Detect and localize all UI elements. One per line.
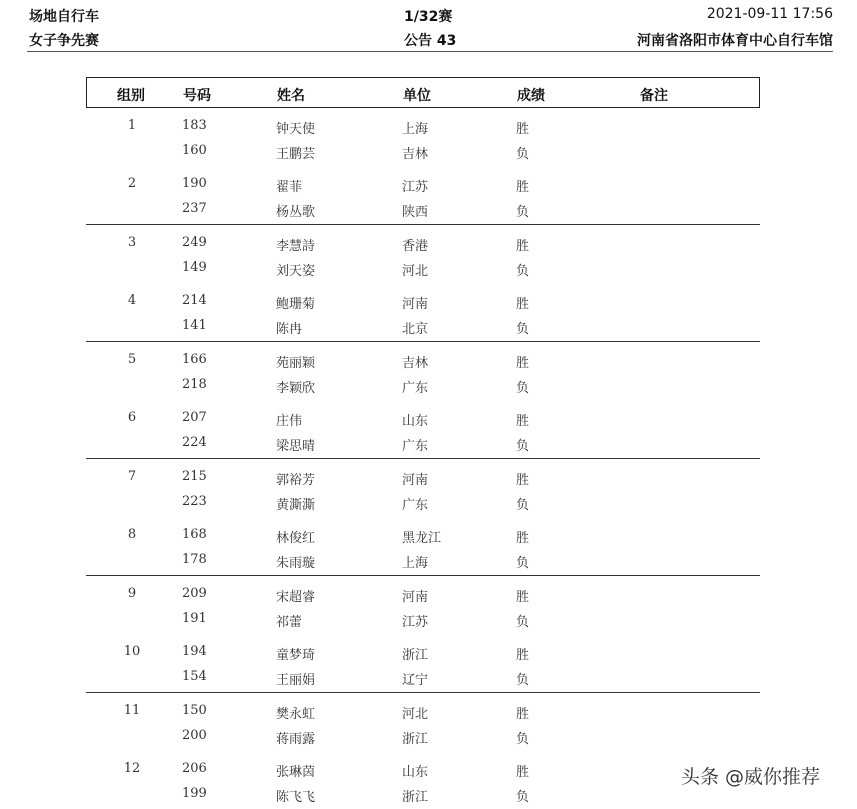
results-table — [86, 77, 760, 809]
bib-number: 199 — [182, 786, 207, 801]
bib-number: 191 — [182, 611, 207, 626]
team-unit: 上海 — [402, 556, 429, 571]
group-number: 3 — [127, 235, 137, 250]
result: 负 — [516, 381, 530, 396]
team-unit: 辽宁 — [402, 673, 429, 688]
group-number: 8 — [127, 527, 137, 542]
athlete-name: 朱雨璇 — [276, 556, 316, 571]
result: 胜 — [516, 648, 530, 663]
athlete-name: 宋超睿 — [276, 590, 316, 605]
bib-number: 166 — [182, 352, 207, 367]
result: 胜 — [516, 765, 530, 780]
header-center-line2: 公告 43 — [404, 33, 457, 49]
athlete-name: 钟天使 — [276, 122, 316, 137]
result: 负 — [516, 732, 530, 747]
team-unit: 北京 — [402, 322, 429, 337]
team-unit: 江苏 — [402, 180, 429, 195]
table-row — [86, 289, 760, 314]
table-row — [86, 465, 760, 490]
athlete-name: 樊永虹 — [276, 707, 316, 722]
table-row — [86, 665, 760, 690]
header-rule — [27, 51, 833, 52]
bib-number: 200 — [182, 728, 207, 743]
table-row — [86, 314, 760, 339]
result: 胜 — [516, 590, 530, 605]
bib-number: 209 — [182, 586, 207, 601]
col-header-group: 组别 — [117, 88, 145, 104]
athlete-name: 李慧詩 — [276, 239, 316, 254]
team-unit: 浙江 — [402, 790, 429, 805]
athlete-name: 翟菲 — [276, 180, 303, 195]
table-row — [86, 782, 760, 807]
group-number: 10 — [123, 644, 141, 659]
group-block — [86, 634, 760, 692]
table-row — [86, 139, 760, 164]
header-center-line1: 1/32赛 — [404, 9, 453, 25]
athlete-name: 李颖欣 — [276, 381, 316, 396]
table-row — [86, 197, 760, 222]
result: 负 — [516, 556, 530, 571]
athlete-name: 黄澌澌 — [276, 498, 316, 513]
table-row — [86, 172, 760, 197]
group-number: 7 — [127, 469, 137, 484]
bib-number: 160 — [182, 143, 207, 158]
table-row — [86, 607, 760, 632]
team-unit: 广东 — [402, 498, 429, 513]
team-unit: 吉林 — [402, 147, 429, 162]
bib-number: 149 — [182, 260, 207, 275]
table-row — [86, 114, 760, 139]
result: 负 — [516, 615, 530, 630]
athlete-name: 祁蕾 — [276, 615, 303, 630]
table-row — [86, 523, 760, 548]
group-number: 6 — [127, 410, 137, 425]
group-block — [86, 517, 760, 575]
team-unit: 河南 — [402, 297, 429, 312]
group-block — [86, 400, 760, 458]
col-header-result: 成绩 — [517, 88, 545, 104]
result: 负 — [516, 264, 530, 279]
result: 负 — [516, 205, 530, 220]
bib-number: 154 — [182, 669, 207, 684]
table-row — [86, 348, 760, 373]
table-row — [86, 699, 760, 724]
group-block — [86, 693, 760, 751]
result: 负 — [516, 322, 530, 337]
col-header-note: 备注 — [640, 88, 668, 104]
bib-number: 237 — [182, 201, 207, 216]
group-block — [86, 108, 760, 166]
table-body — [86, 108, 760, 809]
team-unit: 江苏 — [402, 615, 429, 630]
result: 胜 — [516, 707, 530, 722]
col-header-name: 姓名 — [277, 88, 305, 104]
watermark: 头条 @威你推荐 — [681, 766, 821, 788]
header-venue: 河南省洛阳市体育中心自行车馆 — [637, 33, 833, 49]
group-number: 12 — [123, 761, 141, 776]
header-datetime: 2021-09-11 17:56 — [706, 6, 833, 22]
bib-number: 141 — [182, 318, 207, 333]
team-unit: 黑龙江 — [402, 531, 442, 546]
table-row — [86, 256, 760, 281]
group-number: 11 — [123, 703, 141, 718]
table-row — [86, 431, 760, 456]
bib-number: 178 — [182, 552, 207, 567]
result: 胜 — [516, 180, 530, 195]
bib-number: 249 — [182, 235, 207, 250]
athlete-name: 鲍珊菊 — [276, 297, 316, 312]
athlete-name: 童梦琦 — [276, 648, 316, 663]
result: 胜 — [516, 297, 530, 312]
group-block — [86, 576, 760, 634]
bib-number: 215 — [182, 469, 207, 484]
team-unit: 河南 — [402, 473, 429, 488]
athlete-name: 苑丽颖 — [276, 356, 316, 371]
athlete-name: 庄伟 — [276, 414, 303, 429]
group-block — [86, 751, 760, 809]
result: 负 — [516, 439, 530, 454]
result: 负 — [516, 790, 530, 805]
table-row — [86, 757, 760, 782]
bib-number: 224 — [182, 435, 207, 450]
team-unit: 广东 — [402, 381, 429, 396]
athlete-name: 蒋雨露 — [276, 732, 316, 747]
bib-number: 194 — [182, 644, 207, 659]
col-header-unit: 单位 — [403, 88, 431, 104]
result: 胜 — [516, 414, 530, 429]
bib-number: 218 — [182, 377, 207, 392]
table-row — [86, 640, 760, 665]
table-row — [86, 582, 760, 607]
table-row — [86, 724, 760, 749]
col-header-number: 号码 — [183, 88, 211, 104]
athlete-name: 王鹏芸 — [276, 147, 316, 162]
group-number: 9 — [127, 586, 137, 601]
athlete-name: 张琳茵 — [276, 765, 316, 780]
team-unit: 香港 — [402, 239, 429, 254]
athlete-name: 王丽娟 — [276, 673, 316, 688]
result: 胜 — [516, 239, 530, 254]
athlete-name: 杨丛歌 — [276, 205, 316, 220]
team-unit: 上海 — [402, 122, 429, 137]
team-unit: 吉林 — [402, 356, 429, 371]
group-number: 1 — [127, 118, 137, 133]
result: 负 — [516, 673, 530, 688]
result: 胜 — [516, 356, 530, 371]
team-unit: 河南 — [402, 590, 429, 605]
athlete-name: 林俊红 — [276, 531, 316, 546]
header-left-line2: 女子争先赛 — [29, 33, 99, 49]
table-row — [86, 406, 760, 431]
bib-number: 206 — [182, 761, 207, 776]
group-block — [86, 166, 760, 224]
result: 胜 — [516, 473, 530, 488]
team-unit: 浙江 — [402, 648, 429, 663]
athlete-name: 刘天姿 — [276, 264, 316, 279]
group-block — [86, 225, 760, 283]
result: 负 — [516, 498, 530, 513]
team-unit: 浙江 — [402, 732, 429, 747]
bib-number: 168 — [182, 527, 207, 542]
athlete-name: 梁思晴 — [276, 439, 316, 454]
team-unit: 河北 — [402, 707, 429, 722]
group-number: 5 — [127, 352, 137, 367]
bib-number: 150 — [182, 703, 207, 718]
result: 胜 — [516, 531, 530, 546]
table-row — [86, 373, 760, 398]
group-block — [86, 342, 760, 400]
bib-number: 207 — [182, 410, 207, 425]
athlete-name: 陈飞飞 — [276, 790, 316, 805]
table-header — [86, 77, 760, 108]
bib-number: 214 — [182, 293, 207, 308]
group-block — [86, 459, 760, 517]
result: 负 — [516, 147, 530, 162]
team-unit: 广东 — [402, 439, 429, 454]
team-unit: 山东 — [402, 765, 429, 780]
team-unit: 陕西 — [402, 205, 429, 220]
group-number: 2 — [127, 176, 137, 191]
bib-number: 183 — [182, 118, 207, 133]
table-row — [86, 231, 760, 256]
header-left-line1: 场地自行车 — [29, 9, 99, 25]
athlete-name: 郭裕芳 — [276, 473, 316, 488]
group-number: 4 — [127, 293, 137, 308]
bib-number: 223 — [182, 494, 207, 509]
table-row — [86, 548, 760, 573]
table-row — [86, 490, 760, 515]
athlete-name: 陈冉 — [276, 322, 303, 337]
team-unit: 山东 — [402, 414, 429, 429]
result: 胜 — [516, 122, 530, 137]
group-block — [86, 283, 760, 341]
team-unit: 河北 — [402, 264, 429, 279]
bib-number: 190 — [182, 176, 207, 191]
